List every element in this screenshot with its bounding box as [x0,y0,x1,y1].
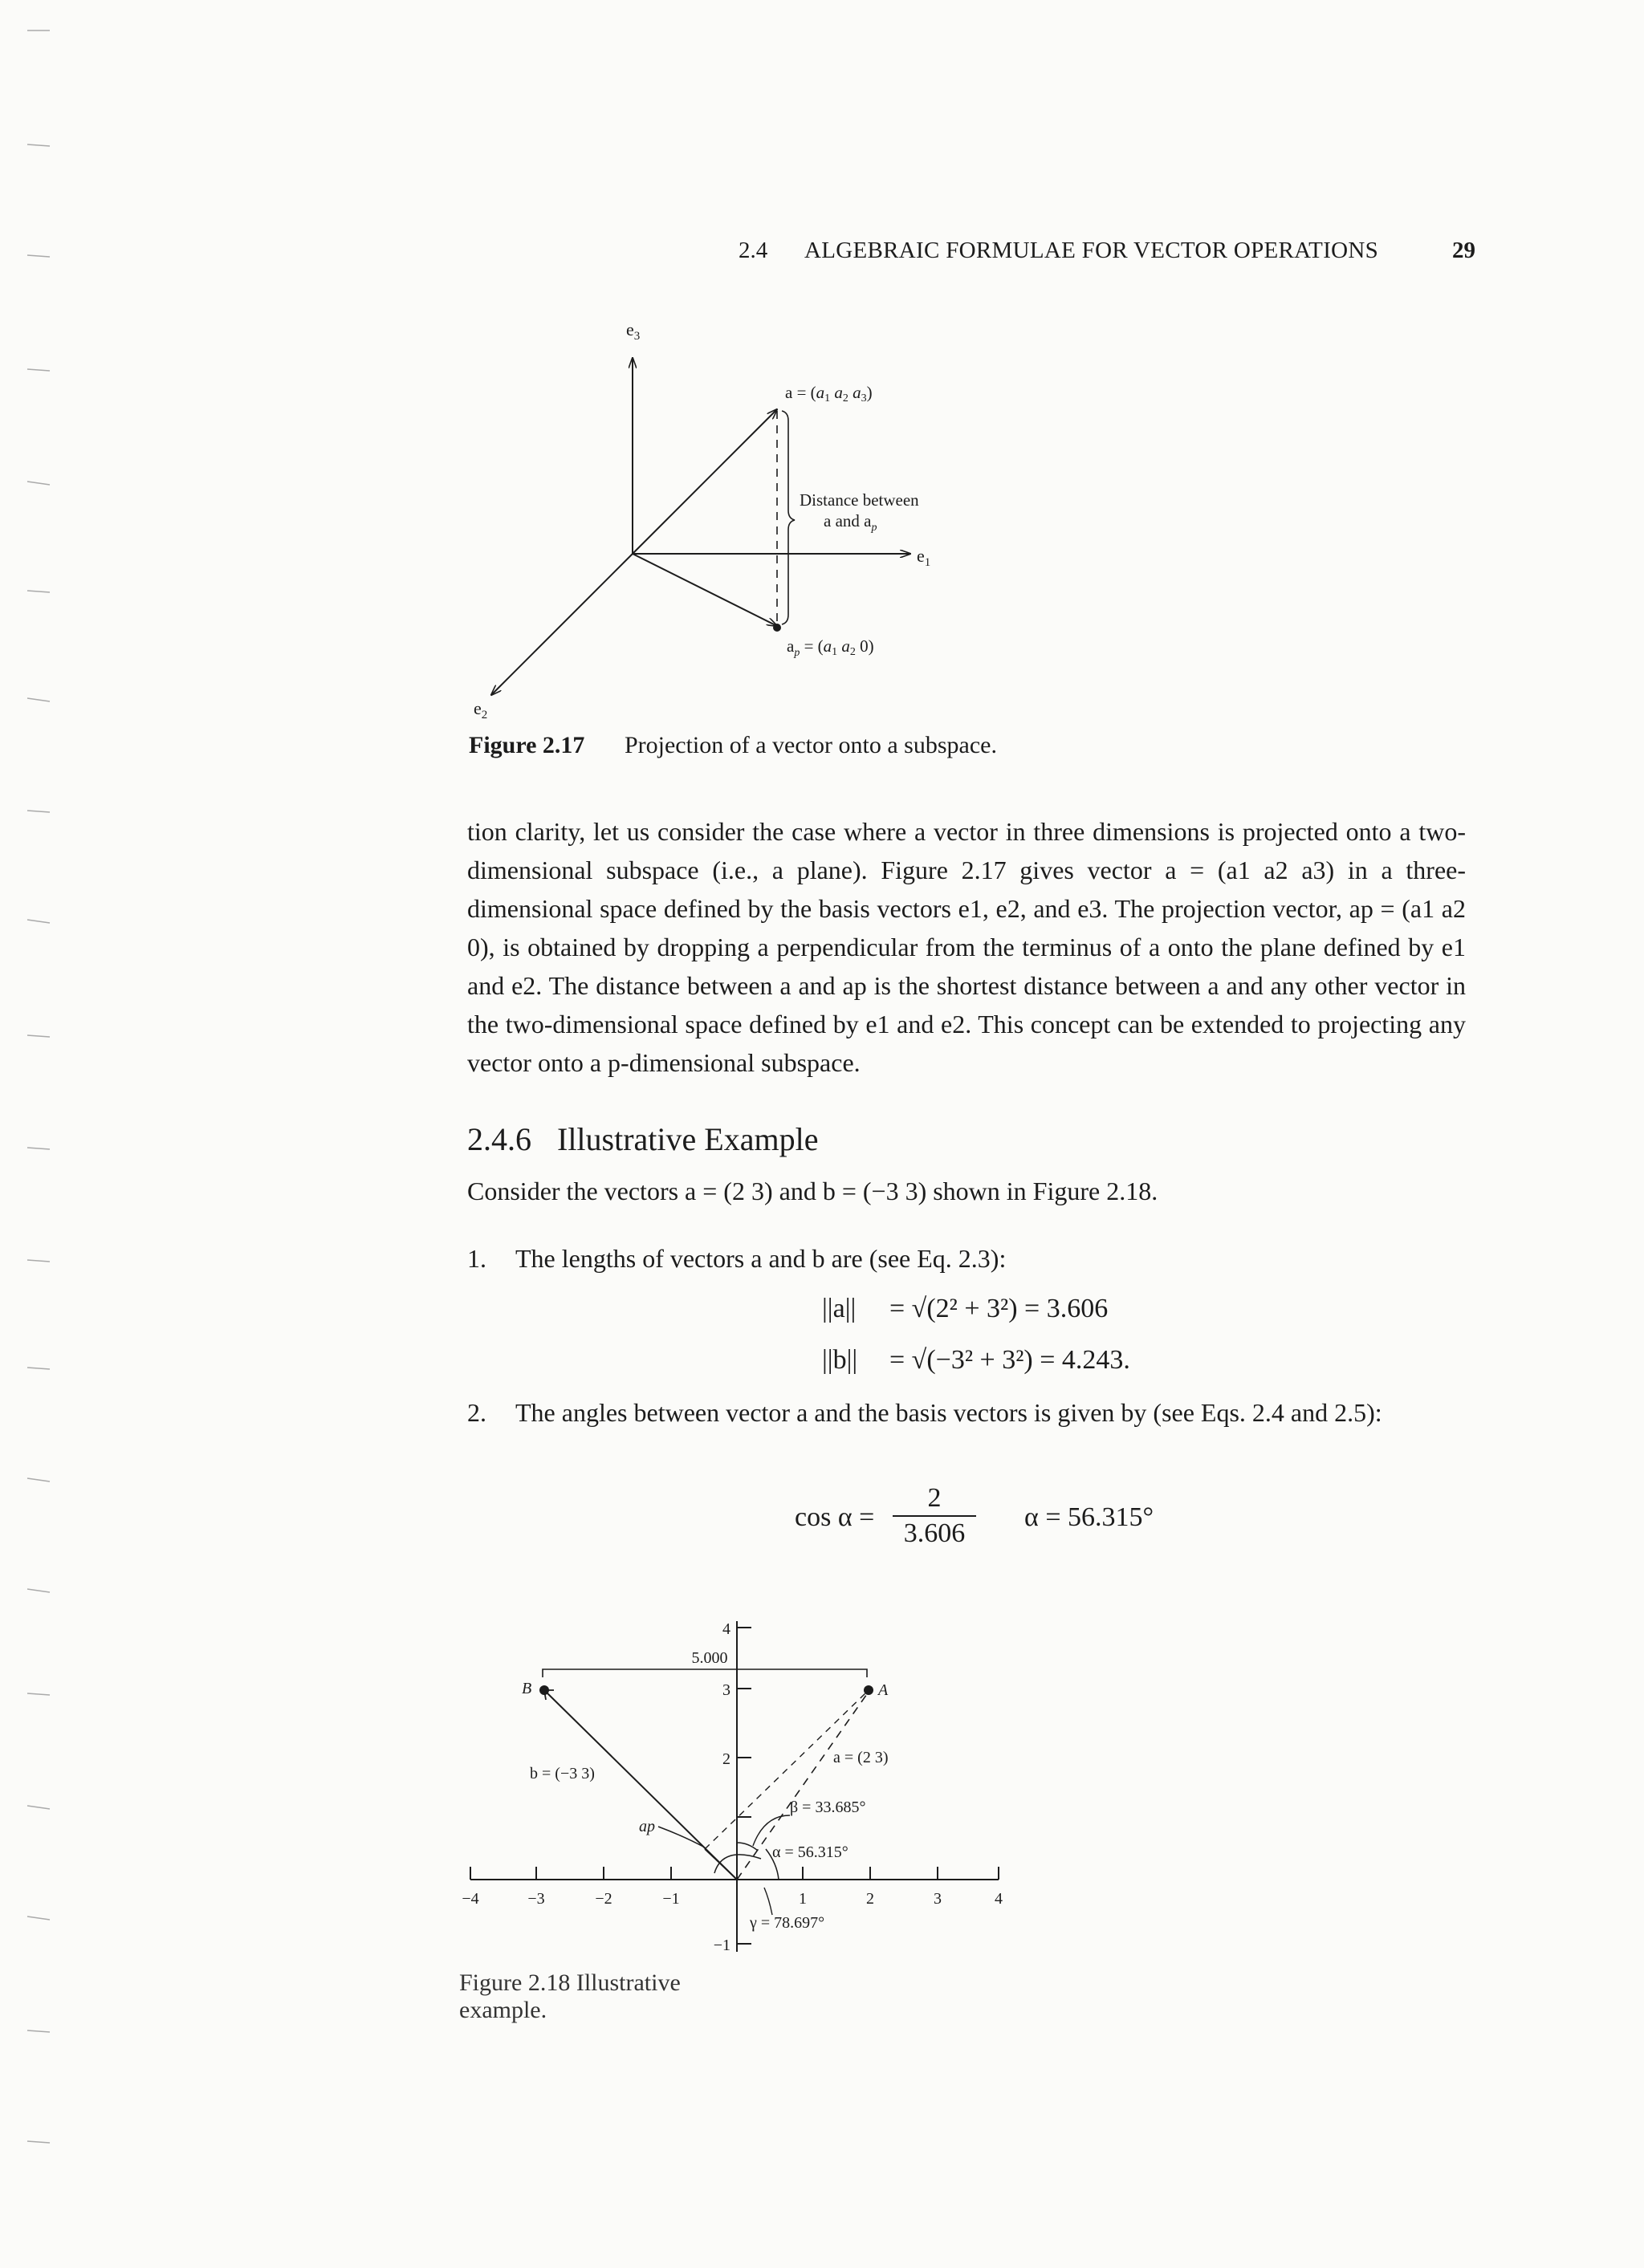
equation-cos-lhs: cos α = [795,1502,875,1532]
e2-label: $e_2$ [474,698,488,721]
equation-cos-numerator: 2 [927,1483,942,1513]
point-B-label: B [522,1680,532,1697]
point-A [864,1685,873,1695]
x-tick-label-2: −2 [595,1890,612,1908]
fraction-bar [893,1515,976,1517]
y-tick-label-1: 3 [722,1681,730,1699]
vector-a-label: a = (2 3) [833,1749,889,1766]
dashed-to-A [705,1692,867,1849]
section-title: Illustrative Example [557,1121,819,1157]
vector-ap [633,554,777,626]
equation-norm-a-lhs: ||a|| [822,1294,857,1323]
point-B [539,1685,549,1695]
e1-label: $e_1$ [917,546,931,569]
vector-ap [705,1849,737,1880]
ap-terminus-dot [773,624,781,632]
y-tick-label-3: −1 [713,1937,730,1954]
gamma-leader [764,1888,772,1915]
vector-ap-label: $a_p = (a1$ a2 0) [787,636,874,659]
figure-2-17-caption-text: Projection of a vector onto a subspace. [624,732,997,758]
equation-cos-fraction [893,1483,976,1549]
distance-bracket [543,1669,867,1677]
equation-norm-b-lhs: ||b|| [822,1345,858,1375]
e2-axis [491,554,633,695]
equation-norm-a-rhs: = √(2² + 3²) = 3.606 [889,1294,1109,1323]
distance-label: 5.000 [691,1649,728,1667]
figure-2-17-diagram [450,313,1060,730]
list-item-1-text: The lengths of vectors a and b are (see Eq. 2.3): [515,1244,1007,1273]
example-intro: Consider the vectors a = (2 3) and b = (−3 3) shown in Figure 2.18. [467,1177,1158,1205]
section-heading [467,1120,818,1158]
y-tick-label-0: 4 [722,1620,730,1638]
body-paragraph: tion clarity, let us consider the case where a vector in three dimensions is projected onto a two-dimensional subspace (i.e., a plane). Figure 2.17 gives vector a = (a1 a2 a3) in a three-dimensional space defined by the basis vectors e1, e2, and e3. The projection vector, ap = (a1 a2 0), is obtained by dropping a perpendicular from the terminus of a onto the plane defined by e1 and e2. The distance between a and ap is the shortest distance between a and any other vector in the two-dimensional space defined by e1 and e2. This concept can be extended to projecting any vector onto a p-dimensional subspace. [467,817,1466,1077]
x-tick-label-7: 4 [995,1890,1003,1908]
ap-arrow [658,1827,705,1847]
point-A-label: A [878,1681,889,1699]
beta-arc [737,1843,758,1851]
vector-b [544,1690,737,1880]
e3-label: $e_3$ [626,319,641,343]
x-tick-label-1: −3 [527,1890,545,1908]
equation-alpha-value: α = 56.315° [1024,1502,1154,1532]
header-chapter-title: ALGEBRAIC FORMULAE FOR VECTOR OPERATIONS [804,238,1379,263]
alpha-label: α = 56.315° [772,1843,848,1861]
section-number: 2.4.6 [467,1121,531,1157]
distance-label-line1: Distance between [800,490,919,510]
distance-label-line2: a and $a_p$ [824,511,877,534]
x-tick-label-4: 1 [799,1890,807,1908]
header-section-number: 2.4 [739,238,768,263]
figure-2-18-diagram [450,1605,1011,1974]
y-tick-label-2: 2 [722,1750,730,1768]
figure-2-17-caption [469,732,997,759]
gamma-label: γ = 78.697° [750,1914,825,1932]
x-tick-label-5: 2 [866,1890,874,1908]
list-item-2-text: The angles between vector a and the basis vectors is given by (see Eqs. 2.4 and 2.5): [515,1398,1382,1427]
equation-cos-denominator: 3.606 [903,1518,966,1548]
vector-a-label: a = (a1 a2 a3) [785,383,873,404]
figure-2-18-caption-cut: Figure 2.18 Illustrative example. [459,1969,681,2023]
page-number: 29 [1452,238,1475,263]
x-tick-label-3: −1 [662,1890,680,1908]
equation-norm-b-rhs: = √(−3² + 3²) = 4.243. [889,1345,1130,1375]
list-item-1-number: 1. [467,1244,486,1273]
vector-a [633,409,777,554]
x-tick-label-0: −4 [462,1890,479,1908]
x-tick-label-6: 3 [934,1890,942,1908]
list-item-2-number: 2. [467,1398,486,1427]
vector-b-label: b = (−3 3) [530,1765,595,1782]
vector-ap-label: ap [639,1818,655,1835]
page-binding-marks [22,0,55,2268]
figure-2-17-caption-label: Figure 2.17 [469,732,585,758]
distance-brace [782,411,795,624]
beta-label: β = 33.685° [790,1799,866,1816]
